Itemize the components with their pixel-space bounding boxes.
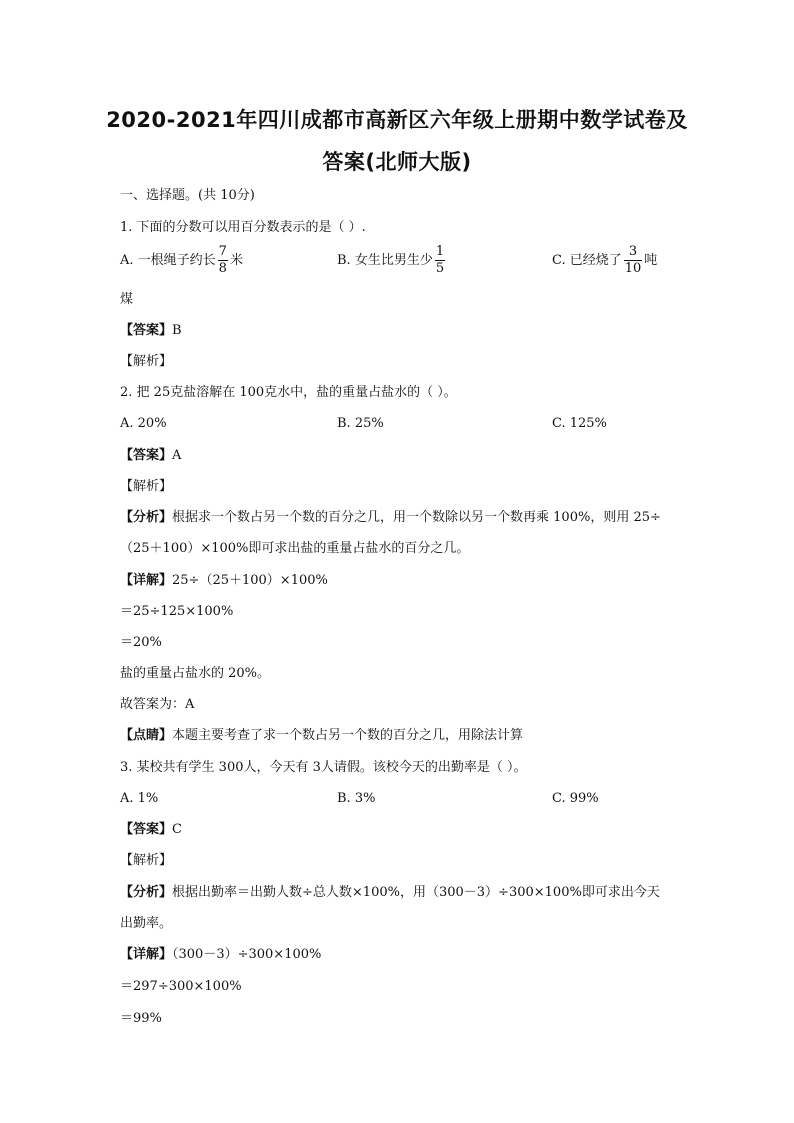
- answer-value: A: [172, 448, 182, 463]
- q2-dianjing: [120, 727, 523, 745]
- q3-analysis-tag: 【解析】: [120, 853, 173, 868]
- q3-fenxi-line-2: 出勤率。: [120, 916, 173, 931]
- q2-option-a: A. 20%: [120, 416, 167, 431]
- answer-tag: 【答案】: [120, 822, 173, 837]
- answer-value: C: [172, 822, 182, 837]
- q1-option-b: [337, 245, 447, 276]
- fraction-denominator: 5: [435, 261, 445, 276]
- q3-option-a: A. 1%: [120, 791, 159, 806]
- xiangjie-text: 25÷（25＋100）×100%: [172, 573, 328, 588]
- q1-option-a-fraction: [218, 245, 228, 276]
- fraction-numerator: 1: [435, 244, 445, 259]
- q2-step-2: ＝25÷125×100%: [120, 604, 234, 619]
- section-heading: 一、选择题。(共 10分): [120, 188, 255, 203]
- q2-fenxi-line-1: [120, 509, 661, 527]
- q3-xiangjie: [120, 946, 321, 964]
- q1-option-c-prefix: C. 已经烧了: [552, 253, 622, 268]
- q1-option-c-fraction: [624, 245, 643, 276]
- fraction-denominator: 8: [218, 261, 227, 276]
- q2-fenxi-line-2: （25＋100）×100%即可求出盐的重量占盐水的百分之几。: [120, 541, 470, 556]
- q3-option-b: B. 3%: [337, 791, 376, 806]
- q2-step-3: ＝20%: [120, 635, 162, 650]
- xiangjie-tag: 【详解】: [120, 947, 173, 962]
- q2-option-b: B. 25%: [337, 416, 384, 431]
- xiangjie-tag: 【详解】: [120, 573, 173, 588]
- q1-option-b-fraction: [435, 245, 445, 276]
- q2-analysis-tag: 【解析】: [120, 479, 173, 494]
- q2-xiangjie: [120, 572, 328, 590]
- fenxi-text: 根据求一个数占另一个数的百分之几，用一个数除以另一个数再乘 100%，则用 25÷: [172, 510, 661, 525]
- q1-option-a-suffix: 米: [229, 253, 243, 268]
- q1-analysis-tag: 【解析】: [120, 354, 173, 369]
- fenxi-text: 根据出勤率＝出勤人数÷总人数×100%，用（300－3）÷300×100%即可求出今天: [172, 885, 660, 900]
- q3-stem: 3. 某校共有学生 300人，今天有 3人请假。该校今天的出勤率是（ ）。: [120, 760, 527, 775]
- q2-answer: [120, 447, 181, 465]
- q1-option-c: [552, 245, 657, 276]
- fenxi-tag: 【分析】: [120, 510, 173, 525]
- answer-tag: 【答案】: [120, 323, 173, 338]
- q2-conclusion: 盐的重量占盐水的 20%。: [120, 666, 271, 681]
- fraction-denominator: 10: [624, 261, 642, 276]
- xiangjie-text: （300－3）÷300×100%: [172, 947, 322, 962]
- q2-stem: 2. 把 25克盐溶解在 100克水中，盐的重量占盐水的（ ）。: [120, 385, 457, 400]
- q1-option-c-suffix: 吨: [644, 253, 658, 268]
- document-title-line-2: 答案(北师大版): [322, 150, 472, 174]
- q1-option-a-prefix: A. 一根绳子约长: [120, 253, 216, 268]
- q3-step-2: ＝297÷300×100%: [120, 979, 242, 994]
- q1-option-b-prefix: B. 女生比男生少: [337, 253, 433, 268]
- q3-option-c: C. 99%: [552, 791, 599, 806]
- q2-option-c: C. 125%: [552, 416, 607, 431]
- document-title-line-1: 2020-2021年四川成都市高新区六年级上册期中数学试卷及: [106, 108, 688, 132]
- q3-step-3: ＝99%: [120, 1011, 162, 1026]
- dianjing-tag: 【点睛】: [120, 728, 173, 743]
- q1-answer: [120, 322, 182, 340]
- fraction-numerator: 7: [218, 244, 227, 259]
- answer-value: B: [172, 323, 182, 338]
- q1-option-c-continued: 煤: [120, 292, 134, 307]
- fenxi-tag: 【分析】: [120, 885, 173, 900]
- fraction-numerator: 3: [628, 244, 638, 259]
- dianjing-text: 本题主要考查了求一个数占另一个数的百分之几，用除法计算: [172, 728, 524, 743]
- q3-fenxi-line-1: [120, 884, 660, 902]
- q1-option-a: [120, 245, 243, 276]
- q1-stem: 1. 下面的分数可以用百分数表示的是（ ）.: [120, 220, 366, 235]
- answer-tag: 【答案】: [120, 448, 173, 463]
- q3-answer: [120, 821, 182, 839]
- q2-final-answer: 故答案为：A: [120, 697, 195, 712]
